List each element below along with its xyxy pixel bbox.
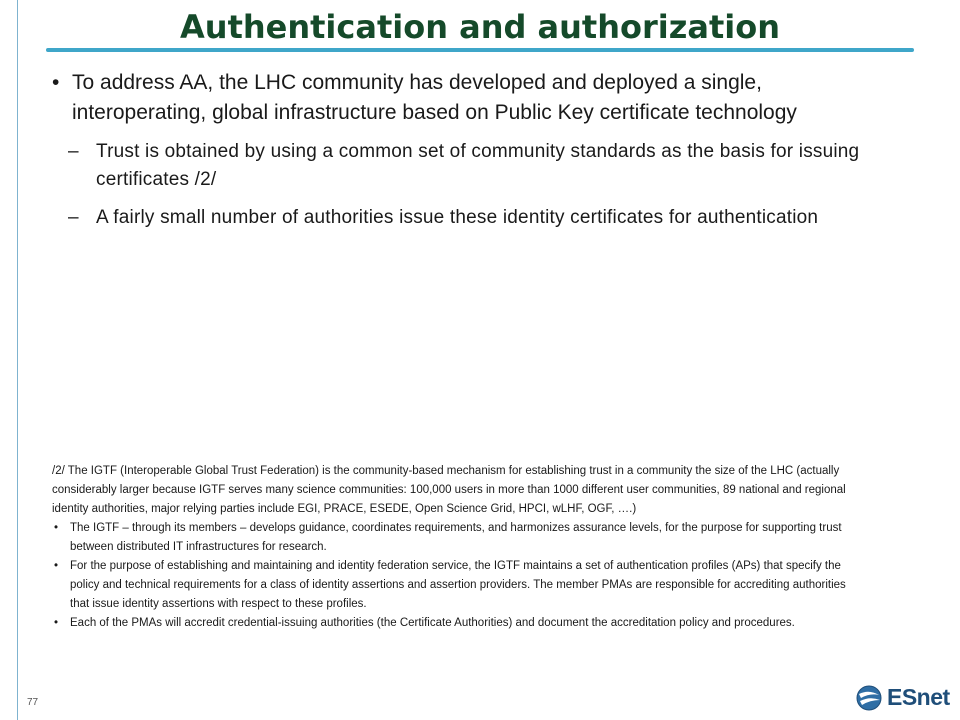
main-bullet: [48, 68, 898, 128]
slide-title: Authentication and authorization: [180, 8, 780, 46]
sub-bullet-text: Trust is obtained by using a common set of community standards as the basis for issuing certificates /2/: [96, 141, 860, 190]
page-number: 77: [27, 697, 39, 708]
sub-bullet-text: A fairly small number of authorities issue these identity certificates for authentication: [96, 207, 819, 228]
title-underline: [46, 48, 914, 52]
sub-bullet: [48, 138, 898, 194]
footnote-intro: /2/ The IGTF (Interoperable Global Trust Federation) is the community-based mechanism for establishing trust in a community the size of the LHC (actually considerably larger because IGTF serves many science communities: 100,000 users in more than 1000 different user communities, 89 national and regional identity authorities, major relying parties include EGI, PRACE, ESEDE, Open Science Grid, HPCI, wLHF, OGF, ….): [52, 465, 846, 515]
logo-text: ESnet: [887, 684, 950, 710]
dash-marker: –: [68, 207, 79, 228]
footnote-bullet: [52, 614, 852, 633]
footnote: [52, 462, 852, 633]
bullet-dot-icon: •: [54, 560, 59, 572]
left-border-line: [17, 0, 18, 720]
bullet-dot-icon: •: [54, 522, 59, 534]
bullet-dot-icon: •: [52, 71, 60, 94]
footnote-bullet-text: Each of the PMAs will accredit credential-issuing authorities (the Certificate Authorities) and document the accreditation policy and procedures.: [70, 617, 795, 629]
footnote-bullet: [52, 557, 852, 614]
esnet-logo: [856, 684, 950, 711]
sub-bullet: [48, 204, 898, 232]
bullet-dot-icon: •: [54, 617, 59, 629]
globe-icon: [856, 685, 882, 711]
footnote-bullet-text: The IGTF – through its members – develops guidance, coordinates requirements, and harmonizes assurance levels, for the purpose for supporting trust between distributed IT infrastructures for research.: [70, 522, 842, 553]
footnote-bullet-text: For the purpose of establishing and maintaining and identity federation service, the IGTF maintains a set of authentication profiles (APs) that specify the policy and technical requirements for a class of identity assertions and assertion providers. The member PMAs are responsible for accrediting authorities that issue identity assertions with respect to these profiles.: [70, 560, 846, 610]
dash-marker: –: [68, 141, 79, 162]
main-bullet-text: To address AA, the LHC community has developed and deployed a single, interoperating, global infrastructure based on Public Key certificate technology: [72, 71, 797, 124]
main-content: [48, 68, 898, 232]
footnote-bullet: [52, 519, 852, 557]
